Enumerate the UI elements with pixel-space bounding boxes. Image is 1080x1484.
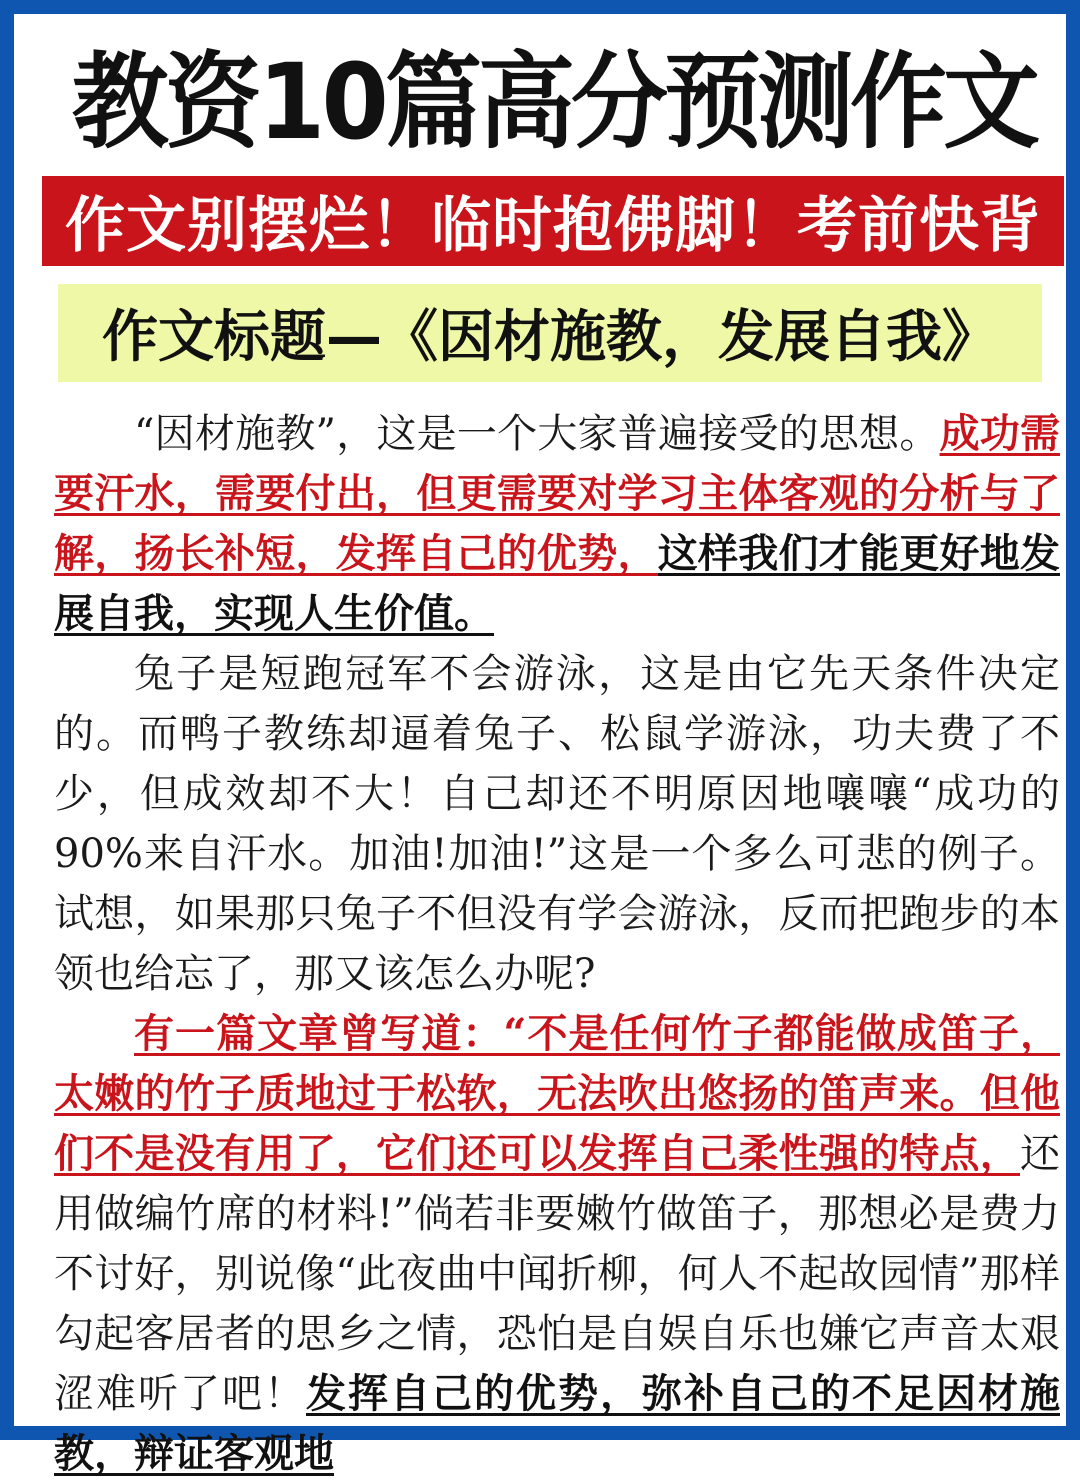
- paragraph-1-underlined: 这样我们才能更好地发展自我，实现人生价值。: [54, 530, 1060, 637]
- paragraph-1: [54, 404, 1060, 644]
- paragraph-3-text: 还用做编竹席的材料!”倘若非要嫩竹做笛子，那想必是费力不讨好，别说像“此夜曲中闻折柳，何人不起故园情”那样勾起客居者的思乡之情，恐怕是自娱自乐也嫌它声音太艰涩难听了吧！: [54, 1131, 1060, 1417]
- red-banner: 作文别摆烂！临时抱佛脚！考前快背: [42, 176, 1064, 266]
- paragraph-3-red-highlight: 有一篇文章曾写道：“不是任何竹子都能做成笛子，太嫩的竹子质地过于松软，无法吹出悠扬的笛声来。但他们不是没有用了，它们还可以发挥自己柔性强的特点，: [54, 1010, 1060, 1177]
- essay-title: 作文标题—《因材施教，发展自我》: [58, 284, 1042, 382]
- paragraph-2-text: 兔子是短跑冠军不会游泳，这是由它先天条件决定的。而鸭子教练却逼着兔子、松鼠学游泳，功夫费了不少，但成效却不大！自己却还不明原因地嚷嚷“成功的90%来自汗水。加油!加油!”这是一个多么可悲的例子。试想，如果那只兔子不但没有学会游泳，反而把跑步的本领也给忘了，那又该怎么办呢?: [54, 651, 1060, 997]
- paragraph-3-underlined: 发挥自己的优势，弥补自己的不足因材施教，辩证客观地: [54, 1370, 1060, 1477]
- paragraph-3: [54, 1004, 1060, 1484]
- paragraph-2: [54, 644, 1060, 1004]
- essay-body: [54, 404, 1060, 1484]
- paragraph-1-red-highlight: 成功需要汗水，需要付出，但更需要对学习主体客观的分析与了解，扬长补短，发挥自己的优势，: [54, 410, 1061, 577]
- paragraph-1-text: “因材施教”，这是一个大家普遍接受的思想。: [134, 411, 940, 457]
- page-title: 教资10篇高分预测作文: [71, 41, 1037, 163]
